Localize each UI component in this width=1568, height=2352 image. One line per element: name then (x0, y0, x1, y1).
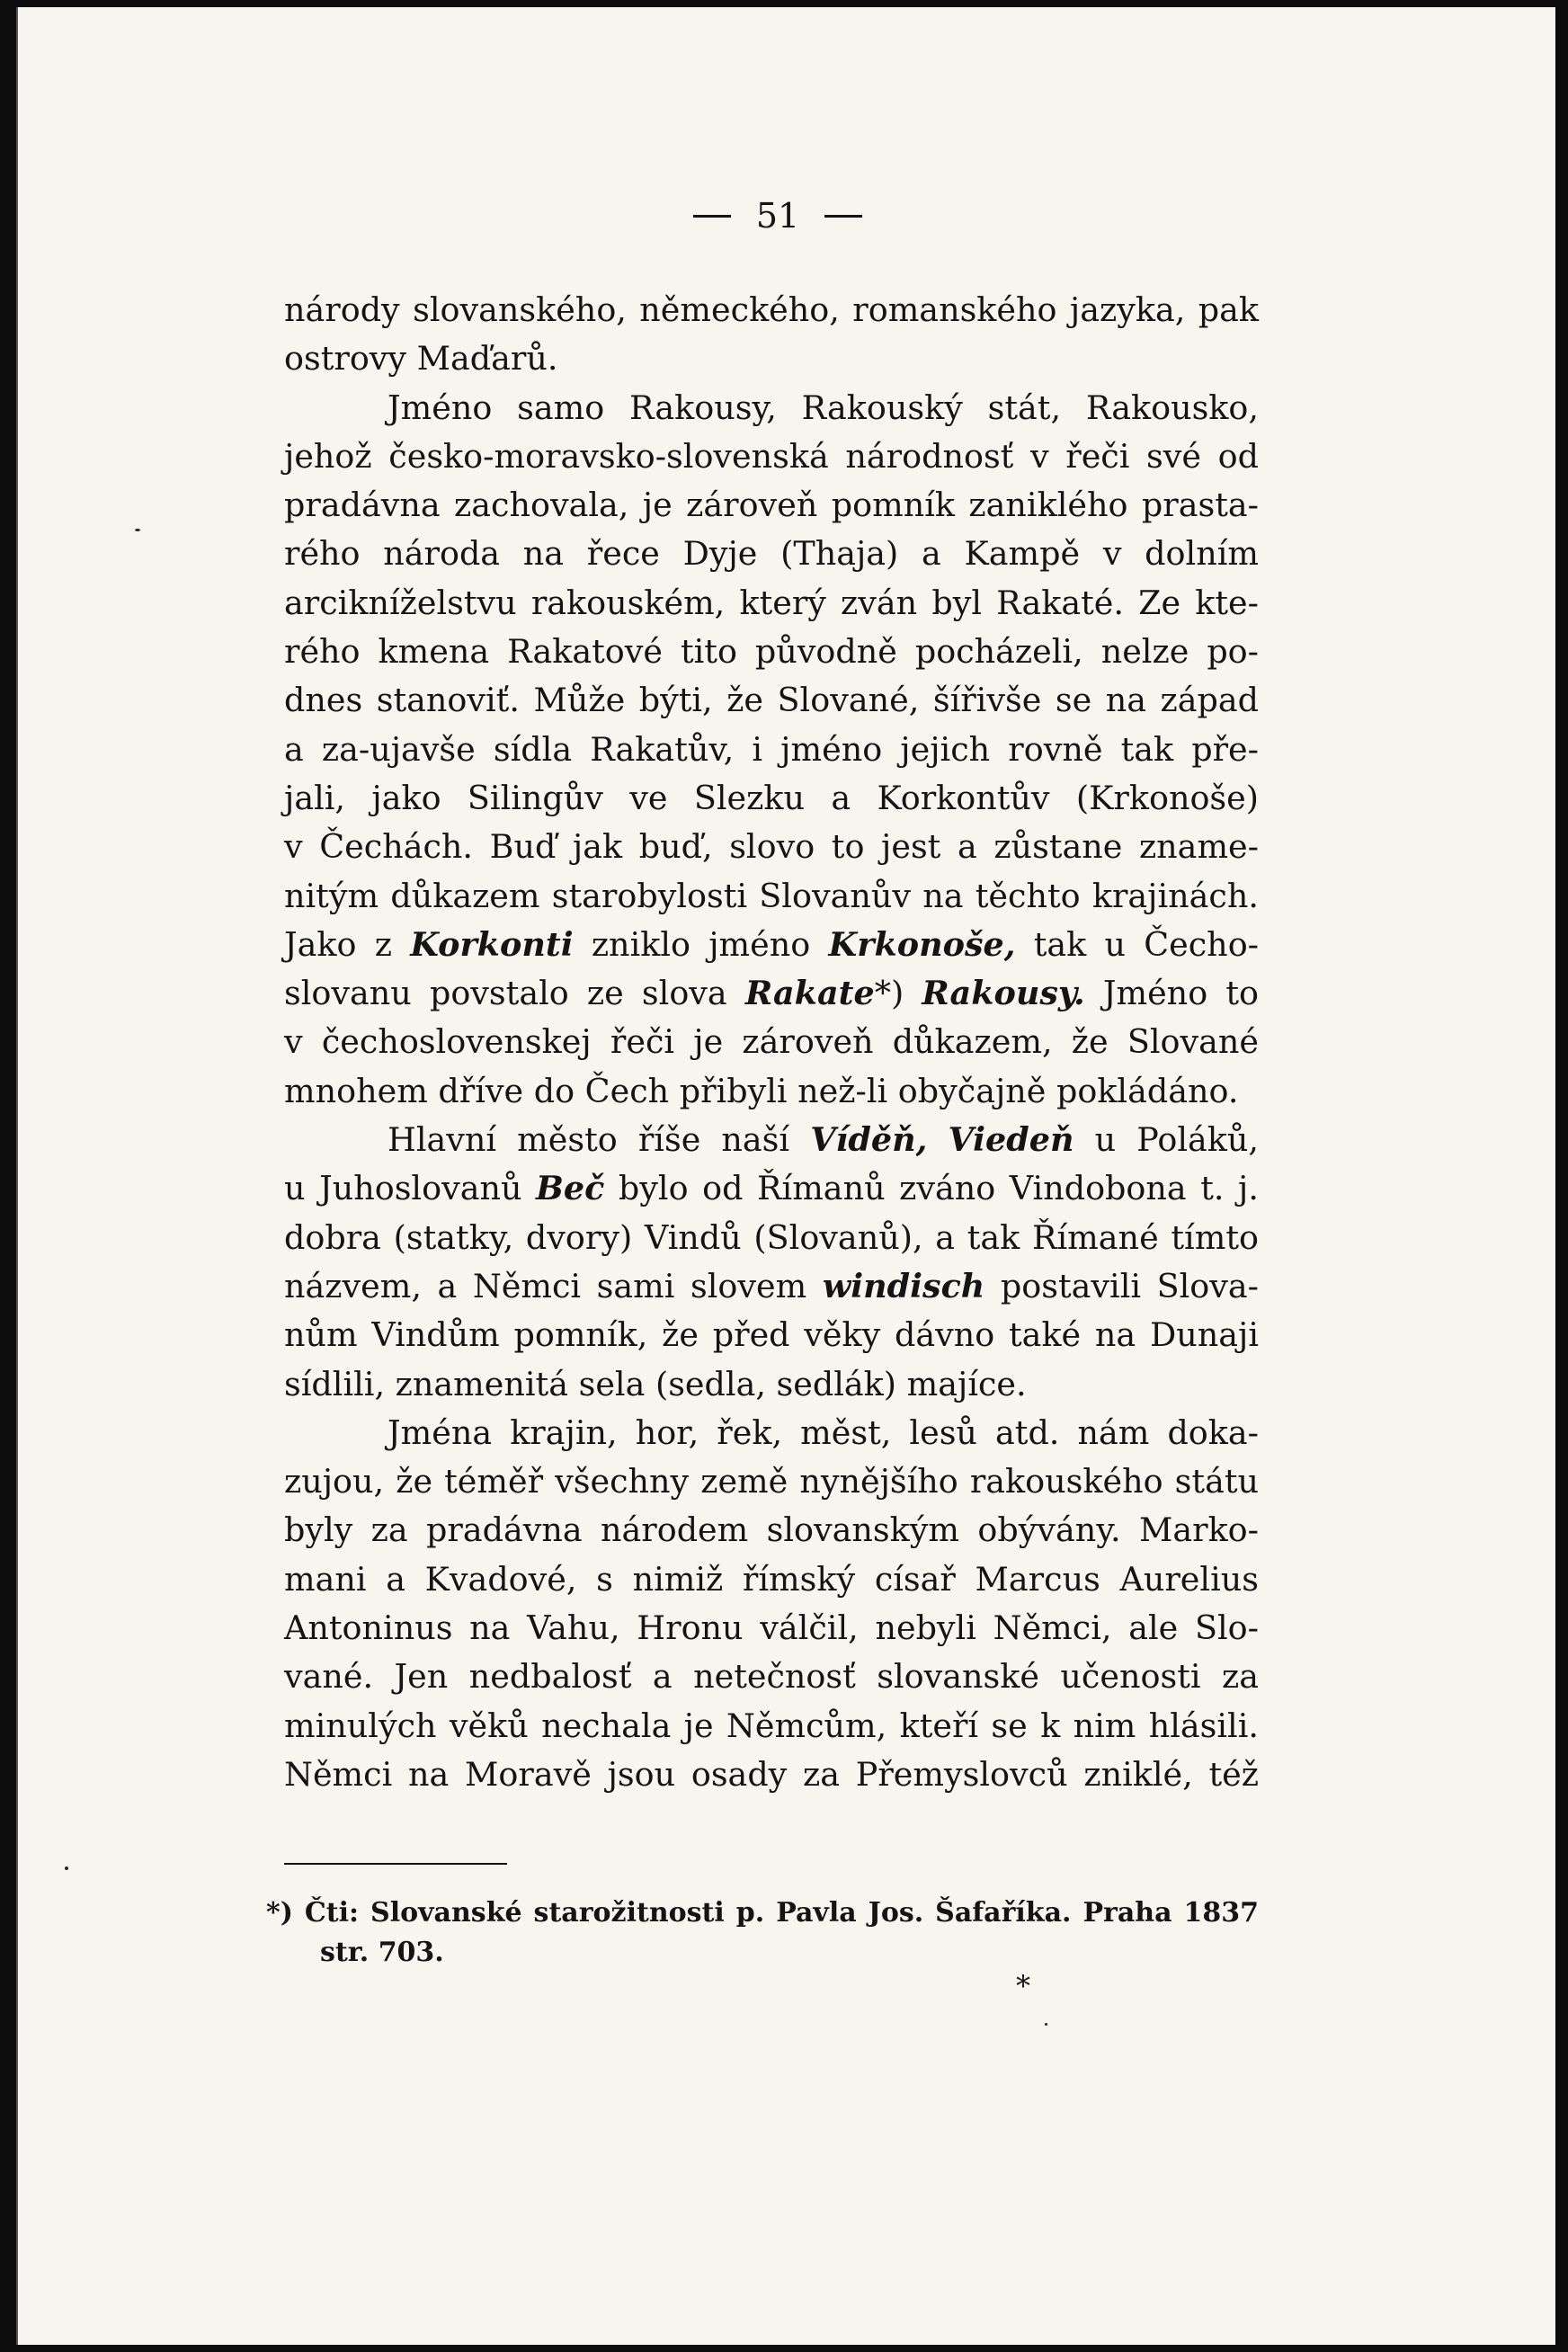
signature-mark: * (1016, 1969, 1030, 2003)
text-segment: mani a Kvadové, s nimiž římský císař Marcus Aurelius (284, 1559, 1259, 1599)
text-segment: vané. Jen nedbalosť a netečnosť slovanské učenosti za (284, 1657, 1259, 1697)
text-line (284, 1409, 1259, 1457)
text-segment: sídlili, znamenitá sela (sedla, sedlák) majíce. (284, 1364, 1027, 1403)
italic-term: Korkonti (410, 924, 574, 964)
text-segment: zniklo jméno (573, 924, 829, 964)
text-segment: Antoninus na Vahu, Hronu válčil, nebyli Němci, ale Slo- (284, 1608, 1259, 1648)
text-line (284, 1116, 1259, 1164)
page-edge (16, 0, 18, 2352)
scan-border-top (0, 0, 1568, 7)
text-segment: názvem, a Němci sami slovem (284, 1266, 823, 1305)
text-line (284, 823, 1259, 871)
text-segment: jehož česko-moravsko-slovenská národnosť v řeči své od (284, 436, 1259, 476)
text-segment: v čechoslovenskej řeči je zároveň důkazem, že Slované (284, 1022, 1259, 1062)
text-segment: Jméno samo Rakousy, Rakouský stát, Rakousko, (388, 388, 1259, 427)
italic-term: Víděň, (810, 1120, 928, 1160)
header-dash-left (693, 215, 731, 218)
text-line (284, 1555, 1259, 1604)
italic-term: Krkonoše, (828, 924, 1016, 964)
text-line (284, 1262, 1259, 1311)
italic-term: windisch (822, 1266, 985, 1305)
text-segment: rého národa na řece Dyje (Thaja) a Kampě v dolním (284, 534, 1259, 574)
text-line (284, 676, 1259, 725)
text-line (284, 334, 1259, 383)
text-line (284, 1164, 1259, 1213)
text-segment: Němci na Moravě jsou osady za Přemyslovců zniklé, též (284, 1754, 1259, 1794)
body-text (284, 286, 1259, 1799)
text-segment: slovanu povstalo ze slova (284, 974, 745, 1013)
text-segment: bylo od Římanů zváno Vindobona t. j. (604, 1169, 1259, 1208)
text-segment: národy slovanského, německého, romanského jazyka, pak (284, 290, 1259, 329)
text-segment: minulých věků nechala je Němcům, kteří se k nim hlásili. (284, 1706, 1259, 1745)
scan-speck (65, 1866, 68, 1870)
text-segment: postavili Slova- (984, 1266, 1259, 1305)
footnote (266, 1893, 1259, 1973)
text-segment: Hlavní město říše naší (388, 1120, 811, 1160)
text-line (284, 1067, 1259, 1116)
text-segment: a za-ujavše sídla Rakatův, i jméno jejich rovně tak pře- (284, 729, 1259, 769)
text-segment: dobra (statky, dvory) Vindů (Slovanů), a tak Římané tímto (284, 1217, 1259, 1257)
text-line (284, 1702, 1259, 1751)
scan-speck (1045, 2023, 1047, 2026)
text-segment (927, 1120, 948, 1159)
italic-term: Viedeň (948, 1120, 1074, 1160)
text-segment: Jména krajin, hor, řek, měst, lesů atd. nám doka- (388, 1412, 1259, 1452)
scan-border-bottom (0, 2345, 1568, 2352)
text-line (284, 1360, 1259, 1409)
text-segment: ostrovy Maďarů. (284, 339, 558, 379)
text-segment: zujou, že téměř všechny země nynějšího rakouského státu (284, 1462, 1259, 1501)
text-line (284, 286, 1259, 334)
text-line (284, 774, 1259, 823)
text-line (284, 1018, 1259, 1066)
text-segment: v Čechách. Buď jak buď, slovo to jest a zůstane zname- (284, 827, 1259, 867)
text-segment: mnohem dříve do Čech přibyli než-li obyčajně pokládáno. (284, 1071, 1239, 1110)
text-line (284, 1457, 1259, 1506)
footnote-rule (284, 1863, 507, 1865)
text-segment: tak u Čecho- (1015, 924, 1259, 964)
text-line (284, 1311, 1259, 1359)
text-segment: dnes stanoviť. Může býti, že Slované, šířivše se na západ (284, 681, 1259, 720)
text-line (284, 1604, 1259, 1653)
text-line (284, 921, 1259, 969)
text-segment: nitým důkazem starobylosti Slovanův na těchto krajinách. (284, 876, 1259, 915)
scan-speck (135, 529, 140, 531)
italic-term: Rakousy. (922, 974, 1085, 1013)
text-segment: *) (874, 974, 922, 1013)
text-line (284, 579, 1259, 628)
text-line (284, 1214, 1259, 1262)
text-line (284, 1653, 1259, 1701)
text-line (284, 969, 1259, 1018)
text-line (284, 432, 1259, 481)
text-line (284, 530, 1259, 578)
italic-term: Beč (536, 1169, 605, 1208)
italic-term: Rakate (744, 974, 875, 1013)
page-header (656, 189, 899, 243)
text-segment: Jméno to (1084, 974, 1259, 1013)
text-segment: arcikníželstvu rakouském, který zván byl Rakaté. Ze kte- (284, 583, 1259, 622)
text-line (284, 726, 1259, 774)
text-line (284, 384, 1259, 432)
page-number: 51 (755, 196, 800, 236)
text-line (284, 872, 1259, 921)
text-line (284, 481, 1259, 530)
text-segment: jali, jako Silingův ve Slezku a Korkontův (Krkonoše) (284, 778, 1259, 817)
scan-border-right (1557, 0, 1568, 2352)
text-segment: Jako z (284, 924, 411, 964)
text-segment: nům Vindům pomník, že před věky dávno také na Dunaji (284, 1315, 1259, 1355)
text-segment: rého kmena Rakatové tito původně pocházeli, nelze po- (284, 632, 1259, 672)
footnote-line-1: *) Čti: Slovanské starožitnosti p. Pavla Jos. Šafaříka. Praha 1837 (266, 1897, 1259, 1929)
text-line (284, 1506, 1259, 1555)
text-segment: byly za pradávna národem slovanským obývány. Marko- (284, 1510, 1259, 1550)
header-dash-right (824, 215, 862, 218)
text-segment: pradávna zachovala, je zároveň pomník zaniklého prasta- (284, 486, 1259, 525)
footnote-line-2: str. 703. (320, 1937, 444, 1968)
text-line (284, 1751, 1259, 1799)
text-segment: u Poláků, (1074, 1120, 1259, 1160)
text-segment: u Juhoslovanů (284, 1169, 537, 1208)
text-line (284, 628, 1259, 676)
